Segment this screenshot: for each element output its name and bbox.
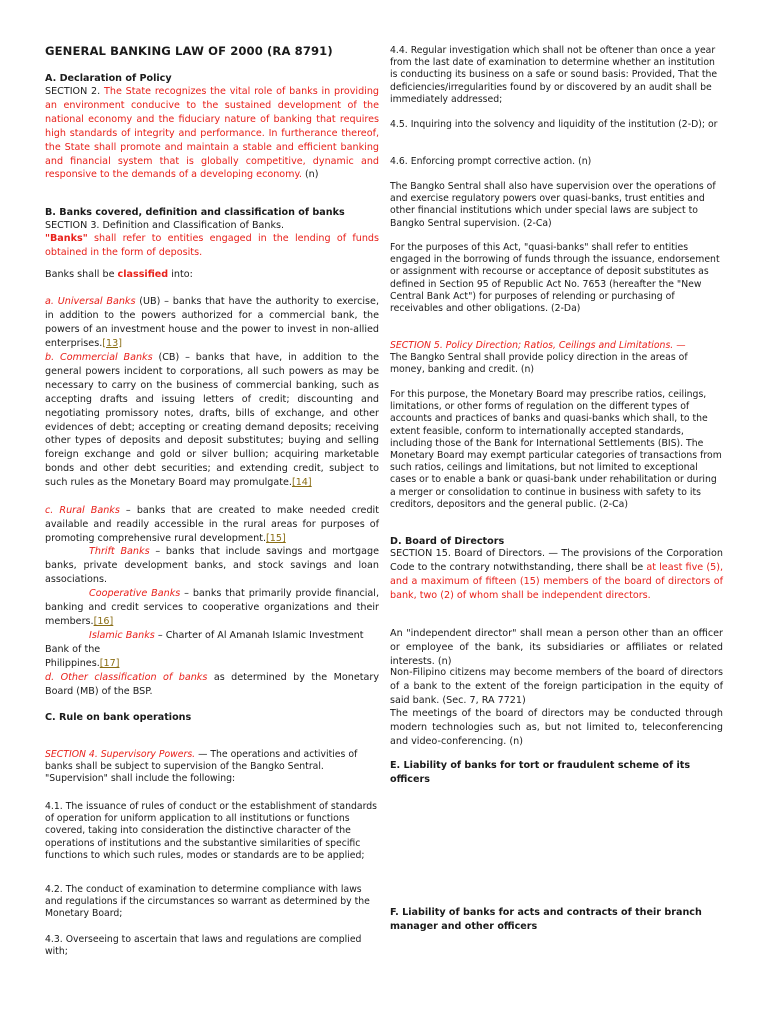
section-15-text: SECTION 15. Board of Directors. — The provisions of the Corporation Code to the contrary notwithstanding, there shall be [390, 548, 723, 573]
section-3-heading: SECTION 3. Definition and Classification of Banks. [45, 220, 285, 231]
universal-banks-item [45, 295, 379, 351]
other-classification-text: as determined by the Monetary Board (MB) of the BSP. [45, 672, 380, 697]
rural-banks-item [45, 504, 379, 546]
section-c-heading: C. Rule on bank operations [45, 712, 192, 723]
section-5-text: The Bangko Sentral shall provide policy direction in the areas of money, banking and credit. (n) [390, 352, 688, 376]
footnote-link-16[interactable]: [16] [93, 615, 114, 627]
other-classification-item [45, 671, 379, 699]
non-filipino-directors: Non-Filipino citizens may become members of the board of directors of a bank to the extent of the foreign participation in the equity of said bank. (Sec. 7, RA 7721) [390, 667, 723, 706]
supervision-4-6: 4.6. Enforcing prompt corrective action. (n) [390, 156, 592, 167]
section-5-purpose: For this purpose, the Monetary Board may prescribe ratios, ceilings, limitations, or other forms of regulation on the different types of accounts and practices of banks and quasi-banks which shall, to the extent feasible, conform to internationally accepted standards, including those of the Bank for International Settlements (BIS). The Monetary Board may exempt particular categories of transactions from such ratios, ceilings and limitations, but not limited to exceptional cases or to enable a bank or quasi-bank under rehabilitation or during a merger or consolidation to continue in business with safety to its creditors, depositors and the general public. (2-Ca) [390, 389, 722, 510]
classified-post: into: [168, 269, 193, 280]
section-5-label: SECTION 5. Policy Direction; Ratios, Ceilings and Limitations. — [390, 340, 686, 351]
universal-banks-text: (UB) – banks that have the authority to exercise, in addition to the powers authorized for a commercial bank, the powers of an investment house and the power to invest in non-allied enterprises. [45, 296, 379, 349]
section-f-heading: F. Liability of banks for acts and contracts of their branch manager and other officers [390, 907, 702, 932]
rural-banks-text: – banks that are created to make needed credit available and readily accessible in the rural areas for purposes of promoting comprehensive rural development. [45, 505, 379, 544]
classified-pre: Banks shall be [45, 269, 118, 280]
islamic-banks-text: – Charter of Al Amanah Islamic Investment Bank of the [45, 630, 364, 655]
other-classification-label: d. Other classification of banks [45, 672, 208, 683]
section-2-text: The State recognizes the vital role of banks in providing an environment conducive to the sustained development of the national economy and the fiduciary nature of banking that requires high standards of integrity and performance. In furtherance thereof, the State shall promote and maintain a stable and efficient banking and financial system that is globally competitive, dynamic and responsive to the demands of a developing economy. [45, 86, 379, 181]
section-2-paragraph [45, 85, 379, 182]
section-d-heading: D. Board of Directors [390, 536, 505, 547]
rural-banks-label: c. Rural Banks [45, 505, 120, 516]
section-4-label: SECTION 4. Supervisory Powers. [45, 749, 196, 760]
commercial-banks-text: (CB) – banks that have, in addition to the general powers incident to corporations, all such powers as may be necessary to carry on the business of commercial banking, such as accepting drafts and issuing letters of credit; discounting and negotiating promissory notes, drafts, bills of exchange, and other evidences of debt; accepting or creating demand deposits; receiving other types of deposits and deposit substitutes; buying and selling foreign exchange and gold or silver bullion; acquiring marketable bonds and other debt securities; and extending credit, subject to such rules as the Monetary Board may promulgate. [45, 352, 379, 489]
section-2-lead: SECTION 2. [45, 86, 101, 97]
banks-def-text: shall refer to entities engaged in the lending of funds obtained in the form of deposits. [45, 233, 379, 258]
supervision-4-5: 4.5. Inquiring into the solvency and liquidity of the institution (2-D); or [390, 119, 718, 130]
footnote-link-17[interactable]: [17] [99, 657, 120, 669]
classified-intro [45, 268, 379, 282]
cooperative-banks-text: – banks that primarily provide financial, banking and credit services to cooperative organizations and their members. [45, 588, 380, 627]
supervision-4-2: 4.2. The conduct of examination to determine compliance with laws and regulations if the circumstances so warrant as determined by the Monetary Board; [45, 884, 370, 920]
commercial-banks-label: b. Commercial Banks [45, 352, 153, 363]
universal-banks-label: a. Universal Banks [45, 296, 136, 307]
section-5-paragraph [390, 340, 723, 377]
classified-word: classified [117, 269, 169, 280]
thrift-banks-item [45, 545, 379, 587]
cooperative-banks-label: Cooperative Banks [89, 588, 181, 599]
section-15-board-size: at least five (5), and a maximum of fifteen (15) members of the board of directors of bank, two (2) of whom shall be independent directors. [390, 561, 723, 601]
islamic-banks-label: Islamic Banks [89, 630, 155, 641]
thrift-banks-text: – banks that include savings and mortgage banks, private development banks, and stock savings and loan associations. [45, 546, 379, 585]
section-4-text: — The operations and activities of banks shall be subject to supervision of the Bangko Sentral. "Supervision" shall include the following: [45, 749, 358, 785]
banks-definition [45, 232, 379, 260]
independent-director-def: An "independent director" shall mean a person other than an officer or employee of the bank, its subsidiaries or affiliates or related interests. (n) [390, 628, 723, 667]
section-a-heading: A. Declaration of Policy [45, 73, 172, 84]
section-15-paragraph [390, 547, 723, 603]
footnote-link-15[interactable]: [15] [266, 532, 286, 544]
banks-term: "Banks" [45, 233, 88, 244]
quasi-banks-supervision: The Bangko Sentral shall also have supervision over the operations of and exercise regulatory powers over quasi-banks, trust entities and other financial institutions which under special laws are subject to Bangko Sentral supervision. (2-Ca) [390, 181, 716, 229]
section-2-tail: (n) [301, 169, 319, 181]
footnote-link-13[interactable]: [13] [102, 337, 122, 349]
document-title: GENERAL BANKING LAW OF 2000 (RA 8791) [45, 44, 333, 58]
supervision-4-4: 4.4. Regular investigation which shall not be oftener than once a year from the last date of examination to determine whether an institution is conducting its business on a safe or sound basis: Provided, That the deficiencies/irregularities found by or discovered by an audit shall be immediately addressed; [390, 45, 718, 105]
section-4-paragraph [45, 749, 379, 786]
supervision-4-3: 4.3. Overseeing to ascertain that laws and regulations are complied with; [45, 934, 362, 958]
section-b-heading: B. Banks covered, definition and classification of banks [45, 207, 345, 218]
quasi-banks-definition: For the purposes of this Act, "quasi-banks" shall refer to entities engaged in the borrowing of funds through the issuance, endorsement or assignment with recourse or acceptance of deposit substitutes as defined in Section 95 of Republic Act No. 7653 (hereafter the "New Central Bank Act") for purposes of relending or purchasing of receivables and other obligations. (2-Da) [390, 242, 720, 315]
commercial-banks-item [45, 351, 379, 490]
footnote-link-14[interactable]: [14] [291, 477, 312, 489]
cooperative-banks-item [45, 587, 379, 629]
islamic-banks-text-2: Philippines. [45, 657, 100, 669]
thrift-banks-label: Thrift Banks [89, 546, 150, 557]
board-meetings: The meetings of the board of directors may be conducted through modern technologies such as, but not limited to, teleconferencing and video-conferencing. (n) [390, 708, 723, 747]
islamic-banks-item [45, 629, 379, 671]
section-e-heading: E. Liability of banks for tort or fraudulent scheme of its officers [390, 760, 691, 785]
supervision-4-1: 4.1. The issuance of rules of conduct or the establishment of standards of operation for uniform application to all institutions or functions covered, taking into consideration the distinctive character of the operations of institutions and the substantive similarities of specific functions to which such rules, modes or standards are to be applied; [45, 801, 377, 861]
